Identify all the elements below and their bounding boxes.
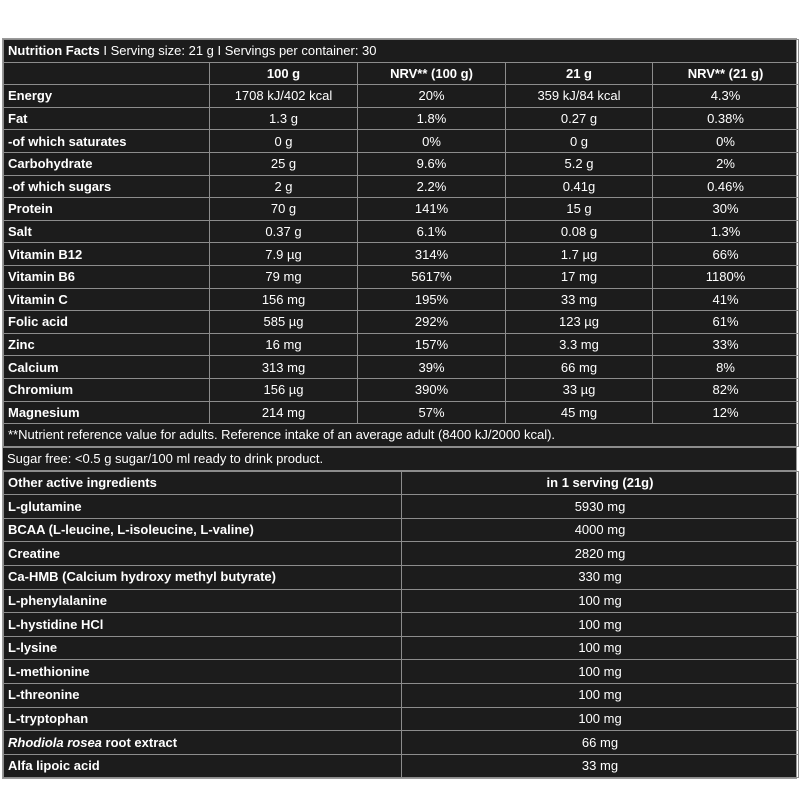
ingredients-header-name: Other active ingredients	[4, 471, 402, 495]
ingredient-name: L-lysine	[4, 636, 402, 660]
nrv-21g: 82%	[653, 378, 799, 401]
nrv-21g: 4.3%	[653, 85, 799, 108]
table-row	[4, 613, 799, 637]
nutrient-name: Magnesium	[4, 401, 210, 424]
table-row	[4, 589, 799, 613]
ingredient-amount: 100 mg	[402, 636, 799, 660]
value-100g: 0.37 g	[210, 220, 358, 243]
table-row	[4, 130, 799, 153]
nrv-100g: 2.2%	[358, 175, 506, 198]
table-row	[4, 636, 799, 660]
nrv-100g: 5617%	[358, 265, 506, 288]
value-100g: 70 g	[210, 198, 358, 221]
ingredient-name: L-tryptophan	[4, 707, 402, 731]
ingredient-name: L-methionine	[4, 660, 402, 684]
column-header: NRV** (21 g)	[653, 62, 799, 85]
ingredient-name: BCAA (L-leucine, L-isoleucine, L-valine)	[4, 518, 402, 542]
nrv-100g: 292%	[358, 311, 506, 334]
nrv-100g: 390%	[358, 378, 506, 401]
nrv-21g: 61%	[653, 311, 799, 334]
ingredient-name-italic: Rhodiola rosea	[8, 734, 102, 750]
nutrient-name: Calcium	[4, 356, 210, 379]
table-row	[4, 495, 799, 519]
nrv-100g: 57%	[358, 401, 506, 424]
nutrition-facts-table	[3, 39, 799, 447]
nutrient-name: Zinc	[4, 333, 210, 356]
column-header: NRV** (100 g)	[358, 62, 506, 85]
table-row	[4, 660, 799, 684]
ingredient-name: Alfa lipoic acid	[4, 754, 402, 778]
table-row	[4, 518, 799, 542]
value-100g: 1708 kJ/402 kcal	[210, 85, 358, 108]
nrv-100g: 141%	[358, 198, 506, 221]
nrv-100g: 20%	[358, 85, 506, 108]
sugar-free-note: Sugar free: <0.5 g sugar/100 ml ready to drink product.	[3, 447, 796, 471]
value-21g: 45 mg	[506, 401, 653, 424]
value-100g: 585 µg	[210, 311, 358, 334]
value-21g: 15 g	[506, 198, 653, 221]
value-21g: 0.08 g	[506, 220, 653, 243]
nrv-21g: 12%	[653, 401, 799, 424]
ingredient-name-rest: root extract	[101, 734, 178, 750]
nrv-21g: 41%	[653, 288, 799, 311]
table-row	[4, 288, 799, 311]
nrv-footnote: **Nutrient reference value for adults. Reference intake of an average adult (8400 kJ/2000 kcal).	[4, 424, 799, 447]
nutrient-name: Vitamin B12	[4, 243, 210, 266]
nrv-21g: 66%	[653, 243, 799, 266]
nrv-100g: 9.6%	[358, 152, 506, 175]
value-21g: 1.7 µg	[506, 243, 653, 266]
value-21g: 5.2 g	[506, 152, 653, 175]
nutrient-name: Carbohydrate	[4, 152, 210, 175]
nrv-21g: 8%	[653, 356, 799, 379]
ingredient-amount: 330 mg	[402, 566, 799, 590]
nrv-21g: 2%	[653, 152, 799, 175]
nutrient-name: Vitamin B6	[4, 265, 210, 288]
ingredient-amount: 100 mg	[402, 684, 799, 708]
ingredient-name: Creatine	[4, 542, 402, 566]
ingredient-name	[4, 731, 402, 755]
table-row	[4, 265, 799, 288]
nrv-21g: 1.3%	[653, 220, 799, 243]
ingredients-header-row	[4, 471, 799, 495]
nutrient-name: Salt	[4, 220, 210, 243]
ingredient-amount: 33 mg	[402, 754, 799, 778]
table-row	[4, 731, 799, 755]
value-100g: 156 µg	[210, 378, 358, 401]
table-row	[4, 175, 799, 198]
nrv-100g: 0%	[358, 130, 506, 153]
nutrient-name: Chromium	[4, 378, 210, 401]
nutrient-name: -of which saturates	[4, 130, 210, 153]
table-row	[4, 220, 799, 243]
nrv-100g: 1.8%	[358, 107, 506, 130]
nrv-21g: 0.46%	[653, 175, 799, 198]
ingredient-amount: 100 mg	[402, 613, 799, 637]
nutrient-name: Protein	[4, 198, 210, 221]
column-header: 100 g	[210, 62, 358, 85]
table-row	[4, 152, 799, 175]
value-21g: 0 g	[506, 130, 653, 153]
nrv-21g: 30%	[653, 198, 799, 221]
ingredient-amount: 100 mg	[402, 707, 799, 731]
ingredient-amount: 100 mg	[402, 589, 799, 613]
ingredient-name: L-hystidine HCl	[4, 613, 402, 637]
table-row	[4, 754, 799, 778]
nrv-21g: 0%	[653, 130, 799, 153]
table-row	[4, 243, 799, 266]
value-21g: 359 kJ/84 kcal	[506, 85, 653, 108]
nrv-100g: 195%	[358, 288, 506, 311]
value-100g: 313 mg	[210, 356, 358, 379]
value-100g: 1.3 g	[210, 107, 358, 130]
column-header: 21 g	[506, 62, 653, 85]
column-header-row	[4, 62, 799, 85]
table-row	[4, 198, 799, 221]
nrv-100g: 314%	[358, 243, 506, 266]
title-row	[4, 40, 799, 63]
value-21g: 3.3 mg	[506, 333, 653, 356]
nrv-100g: 157%	[358, 333, 506, 356]
footnote-row	[4, 424, 799, 447]
nrv-100g: 6.1%	[358, 220, 506, 243]
table-row	[4, 542, 799, 566]
nutrient-name: Fat	[4, 107, 210, 130]
ingredient-amount: 4000 mg	[402, 518, 799, 542]
nrv-21g: 1180%	[653, 265, 799, 288]
value-100g: 7.9 µg	[210, 243, 358, 266]
nrv-100g: 39%	[358, 356, 506, 379]
value-100g: 25 g	[210, 152, 358, 175]
table-row	[4, 684, 799, 708]
ingredient-name: L-threonine	[4, 684, 402, 708]
value-21g: 33 µg	[506, 378, 653, 401]
ingredient-amount: 100 mg	[402, 660, 799, 684]
ingredient-name: L-glutamine	[4, 495, 402, 519]
table-row	[4, 85, 799, 108]
ingredient-name: Ca-HMB (Calcium hydroxy methyl butyrate)	[4, 566, 402, 590]
value-100g: 156 mg	[210, 288, 358, 311]
value-21g: 33 mg	[506, 288, 653, 311]
nutrient-name: -of which sugars	[4, 175, 210, 198]
nutrition-panel	[2, 38, 797, 779]
nutrition-title: Nutrition Facts I Serving size: 21 g I Servings per container: 30	[4, 40, 799, 63]
ingredient-amount: 2820 mg	[402, 542, 799, 566]
table-row	[4, 333, 799, 356]
column-header	[4, 62, 210, 85]
active-ingredients-table	[3, 471, 799, 779]
table-row	[4, 401, 799, 424]
value-21g: 17 mg	[506, 265, 653, 288]
nrv-21g: 33%	[653, 333, 799, 356]
value-100g: 79 mg	[210, 265, 358, 288]
table-row	[4, 311, 799, 334]
table-row	[4, 707, 799, 731]
table-row	[4, 566, 799, 590]
ingredients-header-value: in 1 serving (21g)	[402, 471, 799, 495]
value-100g: 16 mg	[210, 333, 358, 356]
nrv-21g: 0.38%	[653, 107, 799, 130]
value-100g: 0 g	[210, 130, 358, 153]
value-100g: 214 mg	[210, 401, 358, 424]
value-21g: 66 mg	[506, 356, 653, 379]
nutrient-name: Vitamin C	[4, 288, 210, 311]
nutrient-name: Folic acid	[4, 311, 210, 334]
table-row	[4, 378, 799, 401]
ingredient-amount: 66 mg	[402, 731, 799, 755]
table-row	[4, 107, 799, 130]
ingredient-name: L-phenylalanine	[4, 589, 402, 613]
value-100g: 2 g	[210, 175, 358, 198]
value-21g: 123 µg	[506, 311, 653, 334]
ingredient-amount: 5930 mg	[402, 495, 799, 519]
value-21g: 0.27 g	[506, 107, 653, 130]
value-21g: 0.41g	[506, 175, 653, 198]
table-row	[4, 356, 799, 379]
nutrient-name: Energy	[4, 85, 210, 108]
